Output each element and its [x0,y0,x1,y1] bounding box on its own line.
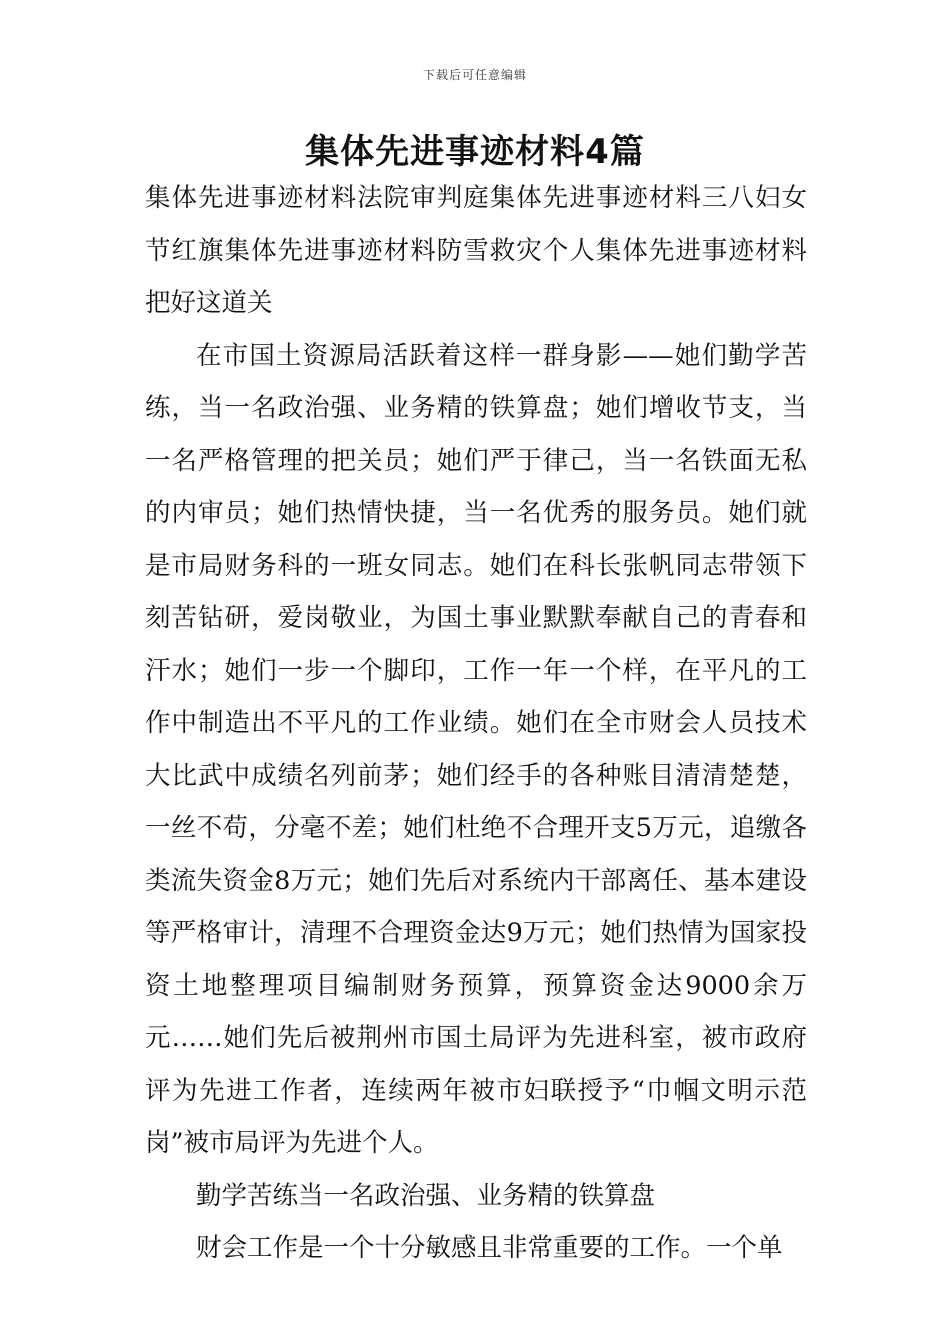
section-heading: 勤学苦练当一名政治强、业务精的铁算盘 [196,1180,656,1211]
document-title: 集体先进事迹材料4篇 [305,132,645,172]
header-note: 下载后可任意编辑 [422,68,527,82]
paragraph-section-start: 财会工作是一个十分敏感且非常重要的工作。一个单 [196,1233,783,1263]
paragraph-summary: 集体先进事迹材料法院审判庭集体先进事迹材料三八妇女节红旗集体先进事迹材料防雪救灾个人集体先进事迹材料把好这道关 [145,183,807,318]
document-body [145,172,807,1275]
paragraph-intro: 在市国土资源局活跃着这样一群身影——她们勤学苦练，当一名政治强、业务精的铁算盘；她们增收节支，当一名严格管理的把关员；她们严于律己，当一名铁面无私的内审员；她们热情快捷，当一名优秀的服务员。她们就是市局财务科的一班女同志。她们在科长张帆同志带领下刻苦钻研，爱岗敬业，为国土事业默默奉献自己的青春和汗水；她们一步一个脚印，工作一年一个样，在平凡的工作中制造出不平凡的工作业绩。她们在全市财会人员技术大比武中成绩名列前茅；她们经手的各种账目清清楚楚，一丝不苟，分毫不差；她们杜绝不合理开支5万元，追缴各类流失资金8万元；她们先后对系统内干部离任、基本建设等严格审计，清理不合理资金达9万元；她们热情为国家投资土地整理项目编制财务预算，预算资金达9000余万元……她们先后被荆州市国土局评为先进科室，被市政府评为先进工作者，连续两年被市妇联授予“巾帼文明示范岗”被市局评为先进个人。 [145,340,807,1158]
